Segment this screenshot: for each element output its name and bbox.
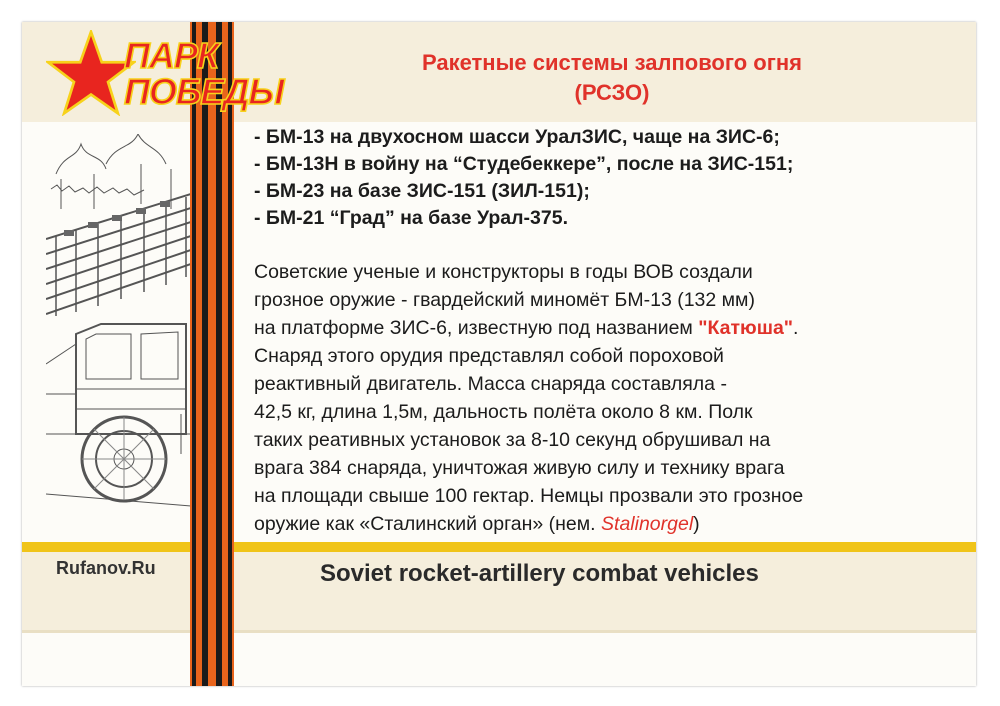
- katyusha-highlight: "Катюша": [698, 317, 794, 339]
- title-line-1: Ракетные системы залпового огня: [421, 50, 803, 75]
- description-line-end: .: [793, 317, 799, 339]
- english-subtitle: Soviet rocket-artillery combat vehicles: [320, 560, 759, 587]
- description-line: оружие как «Сталинский орган» (нем.: [254, 513, 596, 535]
- list-item: - БМ-13Н в войну на “Студебеккере”, после на ЗИС-151;: [254, 153, 794, 175]
- title-line-2: (РСЗО): [574, 80, 650, 105]
- description-line: таких реативных установок за 8-10 секунд обрушивал на: [254, 429, 771, 451]
- postcard: [22, 22, 976, 686]
- list-item: - БМ-23 на базе ЗИС-151 (ЗИЛ-151);: [254, 180, 590, 202]
- description-paragraph: [254, 258, 966, 538]
- site-url: Rufanov.Ru: [56, 558, 156, 578]
- description-line: реактивный двигатель. Масса снаряда составляла -: [254, 373, 727, 395]
- park-pobedy-logo: [46, 34, 326, 114]
- logo-line-2: ПОБЕДЫ: [124, 71, 284, 112]
- description-line: на площади свыше 100 гектар. Немцы прозвали это грозное: [254, 485, 804, 507]
- vehicle-list: [254, 124, 954, 232]
- description-line: врага 384 снаряда, уничтожая живую силу и технику врага: [254, 457, 785, 479]
- yellow-divider-band: [22, 542, 976, 552]
- description-line: Советские ученые и конструкторы в годы ВОВ создали: [254, 261, 753, 283]
- list-item: - БМ-13 на двухосном шасси УралЗИС, чаще на ЗИС-6;: [254, 126, 780, 148]
- logo-line-1: ПАРК: [124, 35, 219, 76]
- description-line: на платформе ЗИС-6, известную под названием: [254, 317, 693, 339]
- page-title: [352, 48, 872, 108]
- footer-divider-line: [22, 630, 976, 633]
- description-line: 42,5 кг, длина 1,5м, дальность полёта около 8 км. Полк: [254, 401, 753, 423]
- description-line-end: ): [693, 513, 700, 535]
- rocket-launcher-truck-sketch: [46, 134, 191, 514]
- description-line: Снаряд этого орудия представлял собой пороховой: [254, 345, 724, 367]
- list-item: - БМ-21 “Град” на базе Урал-375.: [254, 207, 568, 229]
- stalinorgel-term: Stalinorgel: [601, 513, 694, 535]
- star-icon: [46, 30, 136, 116]
- st-george-ribbon: [190, 22, 234, 686]
- description-line: грозное оружие - гвардейский миномёт БМ-13 (132 мм): [254, 289, 755, 311]
